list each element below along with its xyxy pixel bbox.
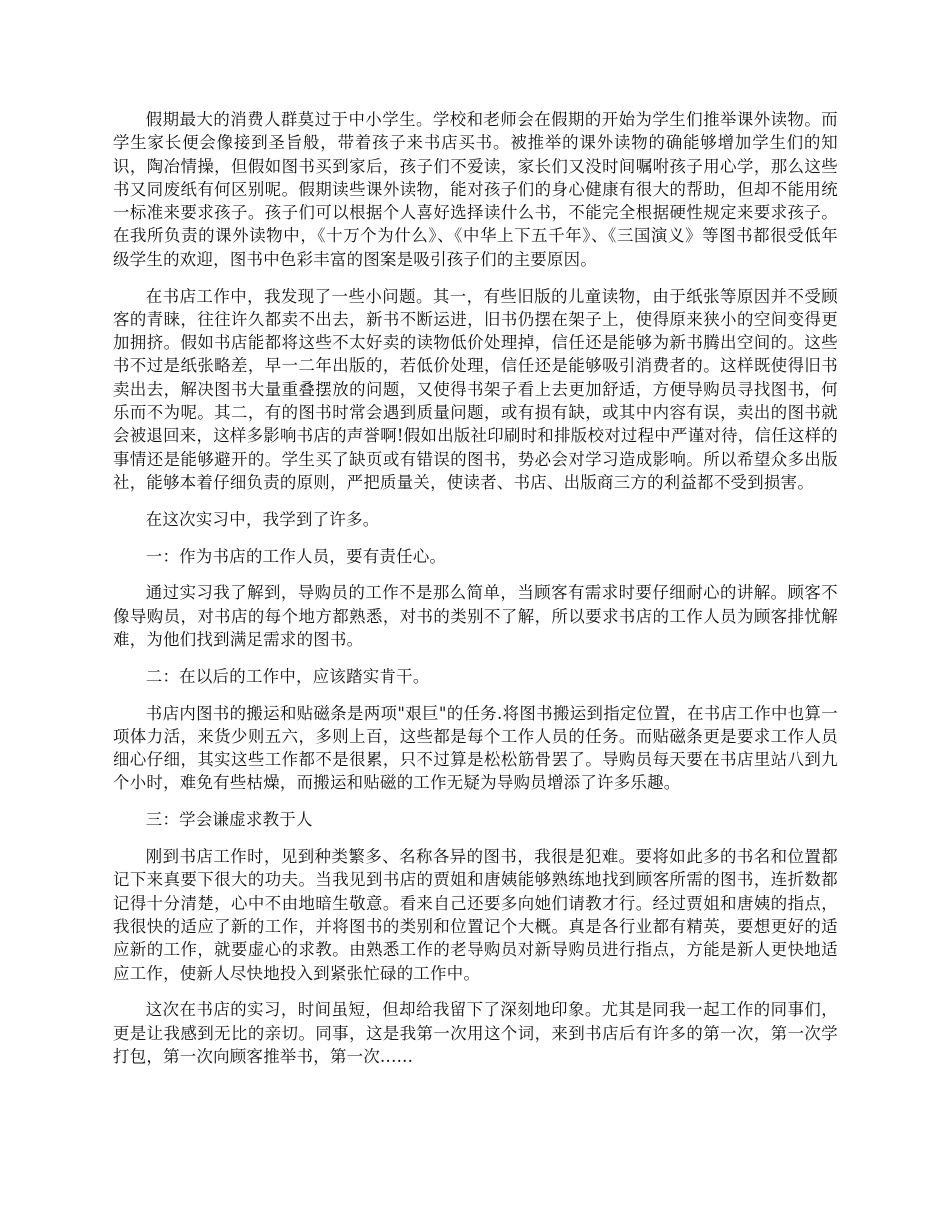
heading-responsibility: 一：作为书店的工作人员，要有责任心。 (145, 546, 447, 566)
heading-modesty: 三：学会谦虚求教于人 (145, 810, 313, 830)
paragraph-conclusion: 这次在书店的实习，时间虽短，但却给我留下了深刻地印象。尤其是同我一起工作的同事们，更是让我感到无比的亲切。同事，这是我第一次用这个词，来到书店后有许多的第一次，第一次学打包，第一次向顾客推举书，第一次...... (113, 1000, 838, 1066)
heading-diligence: 二：在以后的工作中，应该踏实肯干。 (145, 666, 430, 686)
paragraph-holiday-readers: 假期最大的消费人群莫过于中小学生。学校和老师会在假期的开始为学生们推举课外读物。而学生家长便会像接到圣旨般，带着孩子来书店买书。被推举的课外读物的确能够增加学生们的知识，陶冶情操，但假如图书买到家后，孩子们不爱读，家长们又没时间嘱咐孩子用心学，那么这些书又同废纸有何区别呢。假期读些课外读物，能对孩子们的身心健康有很大的帮助，但却不能用统一标准来要求孩子。孩子们可以根据个人喜好选择读什么书，不能完全根据硬性规定来要求孩子。在我所负责的课外读物中，《十万个为什么》、《中华上下五千年》、《三国演义》等图书都很受低年级学生的欢迎，图书中色彩丰富的图案是吸引孩子们的主要原因。 (113, 110, 838, 269)
paragraph-bookstore-problems: 在书店工作中，我发现了一些小问题。其一，有些旧版的儿童读物，由于纸张等原因并不受顾客的青睐，往往许久都卖不出去，新书不断运进，旧书仍摆在架子上，使得原来狭小的空间变得更加拥挤。假如书店能都将这些不太好卖的读物低价处理掉，信任还是能够为新书腾出空间的。这些书不过是纸张略差，早一二年出版的，若低价处理，信任还是能够吸引消费者的。这样既使得旧书卖出去，解决图书大量重叠摆放的问题，又使得书架子看上去更加舒适，方便导购员寻找图书，何乐而不为呢。其二，有的图书时常会遇到质量问题，或有损有缺，或其中内容有误，卖出的图书就会被退回来，这样多影响书店的声誉啊!假如出版社印刷时和排版校对过程中严谨对待，信任这样的事情还是能够避开的。学生买了缺页或有错误的图书，势必会对学习造成影响。所以希望众多出版社，能够本着仔细负责的原则，严把质量关，使读者、书店、出版商三方的利益都不受到损害。 (113, 286, 838, 492)
document-body (113, 108, 838, 1082)
paragraph-guide-work: 通过实习我了解到，导购员的工作不是那么简单，当顾客有需求时要仔细耐心的讲解。顾客不像导购员，对书店的每个地方都熟悉，对书的类别不了解，所以要求书店的工作人员为顾客排忧解难，为他们找到满足需求的图书。 (113, 583, 838, 649)
paragraph-learning-from-others: 刚到书店工作时，见到种类繁多、名称各异的图书，我很是犯难。要将如此多的书名和位置都记下来真要下很大的功夫。当我见到书店的贾姐和唐姨能够熟练地找到顾客所需的图书，连折数都记得十分清楚，心中不由地暗生敬意。看来自己还要多向她们请教才行。经过贾姐和唐姨的指点，我很快的适应了新的工作，并将图书的类别和位置记个大概。真是各行业都有精英，要想更好的适应新的工作，就要虚心的求教。由熟悉工作的老导购员对新导购员进行指点，方能是新人更快地适应工作，使新人尽快地投入到紧张忙碌的工作中。 (113, 847, 838, 983)
paragraph-learned-much: 在这次实习中，我学到了许多。 (145, 509, 380, 529)
paragraph-moving-books: 书店内图书的搬运和贴磁条是两项"艰巨"的任务.将图书搬运到指定位置，在书店工作中也算一项体力活，来货少则五六，多则上百，这些都是每个工作人员的任务。而贴磁条更是要求工作人员细心仔细，其实这些工作都不是很累，只不过算是松松筋骨罢了。导购员每天要在书店里站八到九个小时，难免有些枯燥，而搬运和贴磁的工作无疑为导购员增添了许多乐趣。 (113, 703, 838, 793)
